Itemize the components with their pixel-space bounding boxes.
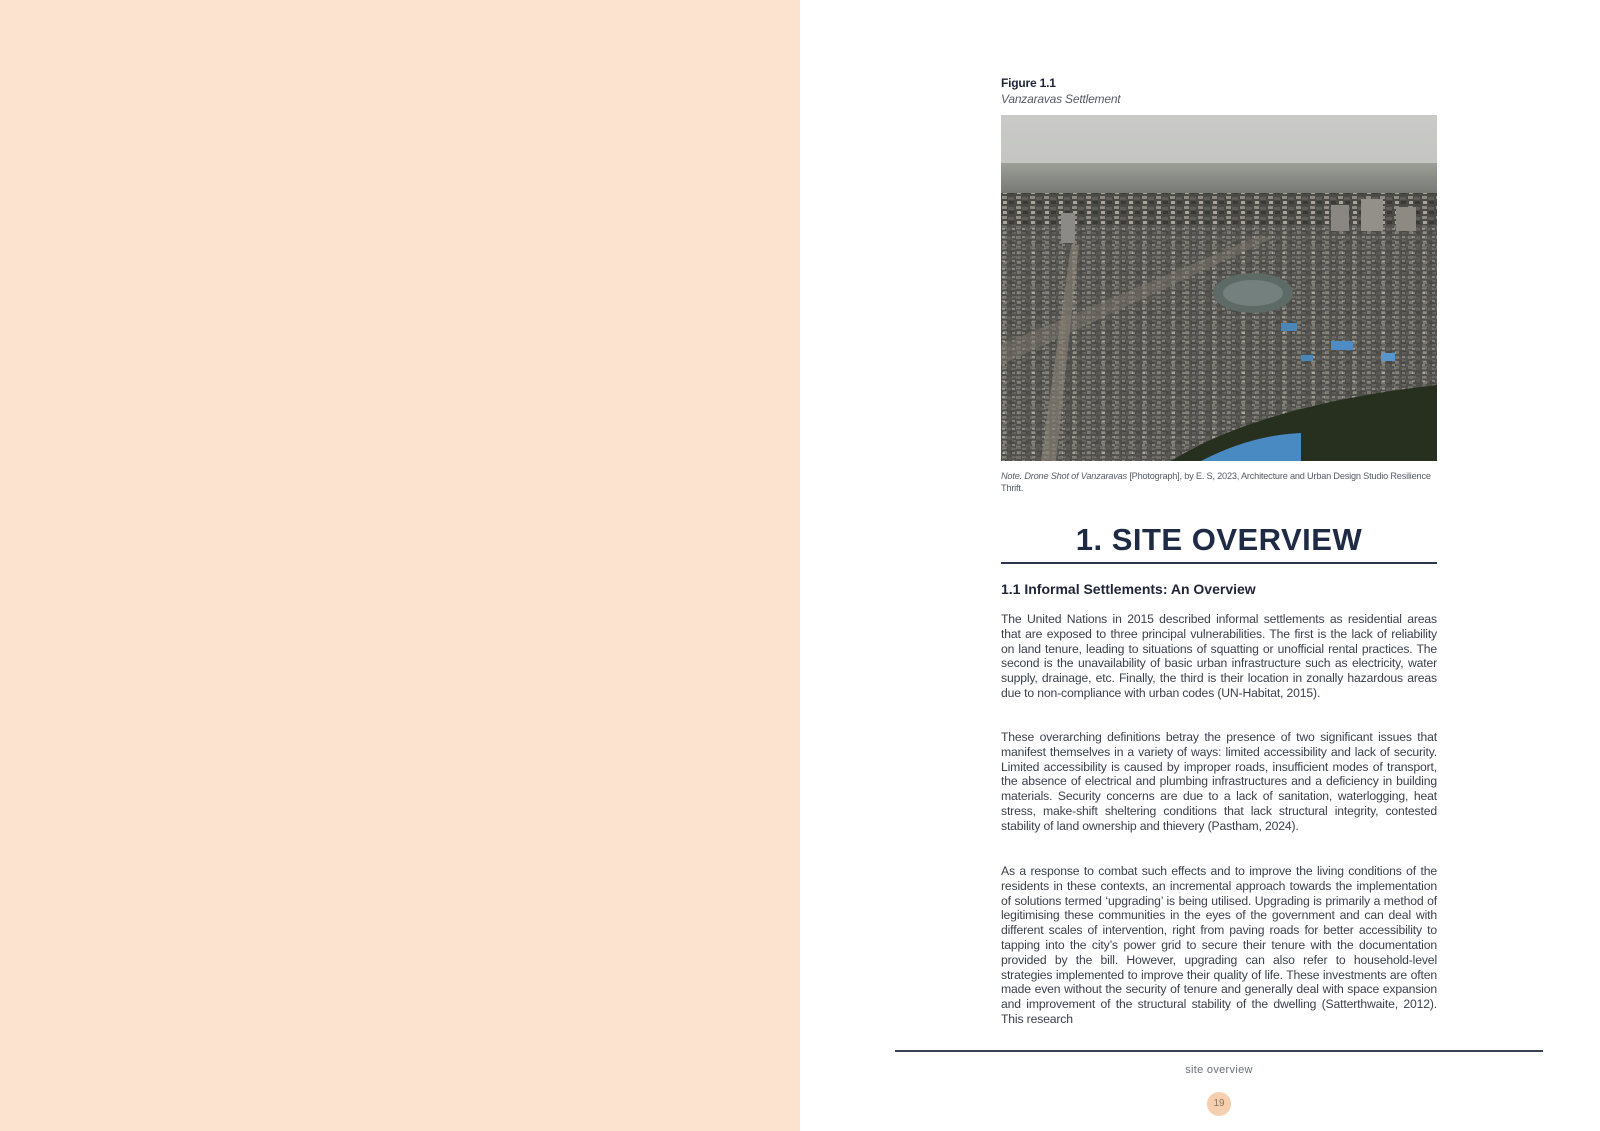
note-prefix: Note. xyxy=(1001,471,1022,481)
heading-divider xyxy=(1001,562,1437,564)
figure-label: Figure 1.1 xyxy=(1001,76,1056,90)
note-source-title: Drone Shot of Vanzaravas xyxy=(1024,471,1127,481)
body-paragraph-1: The United Nations in 2015 described informal settlements as residential areas that are exposed to three principal vulnerabilities. The first is the lack of reliability on land tenure, leading to situations of squatting or unofficial rental practices. The second is the unavailability of basic urban infrastructure such as electricity, water supply, drainage, etc. Finally, the third is their location in zonally hazardous areas due to non-compliance with urban codes (UN-Habitat, 2015). xyxy=(1001,612,1437,700)
figure-title: Vanzaravas Settlement xyxy=(1001,92,1121,106)
body-paragraph-3: As a response to combat such effects and to improve the living conditions of the residents in these contexts, an incremental approach towards the implementation of solutions termed ‘upgrading’ is being utilised. Upgrading is primarily a method of legitimising these communities in the eyes of the government and can deal with different scales of intervention, right from paving roads for better accessibility to tapping into the city’s power grid to secure their tenure with the documentation provided by the bill. However, upgrading can also refer to household-level strategies implemented to improve their quality of life. These investments are often made even without the security of tenure and generally deal with space expansion and improvement of the structural stability of the dwelling (Satterthwaite, 2012). This research xyxy=(1001,864,1437,1026)
body-paragraph-2: These overarching definitions betray the presence of two significant issues that manifest themselves in a variety of ways: limited accessibility and lack of security. Limited accessibility is caused by improper roads, insufficient modes of transport, the absence of electrical and plumbing infrastructures and a deficiency in building materials. Security concerns are due to a lack of sanitation, waterlogging, heat stress, make-shift sheltering conditions that lack structural integrity, contested stability of land ownership and thievery (Pastham, 2024). xyxy=(1001,730,1437,833)
page-number-badge: 19 xyxy=(1207,1092,1231,1116)
footer-divider xyxy=(895,1050,1543,1052)
note-source-details: [Photograph], by E. S, 2023, Architecture and Urban Design Studio Resilience Thrift. xyxy=(1001,471,1431,493)
footer-section-label: site overview xyxy=(1185,1064,1253,1076)
subsection-heading: 1.1 Informal Settlements: An Overview xyxy=(1001,581,1256,597)
section-heading: 1. SITE OVERVIEW xyxy=(1075,522,1363,557)
figure-note xyxy=(1001,470,1437,494)
aerial-settlement-photo xyxy=(1001,115,1437,461)
